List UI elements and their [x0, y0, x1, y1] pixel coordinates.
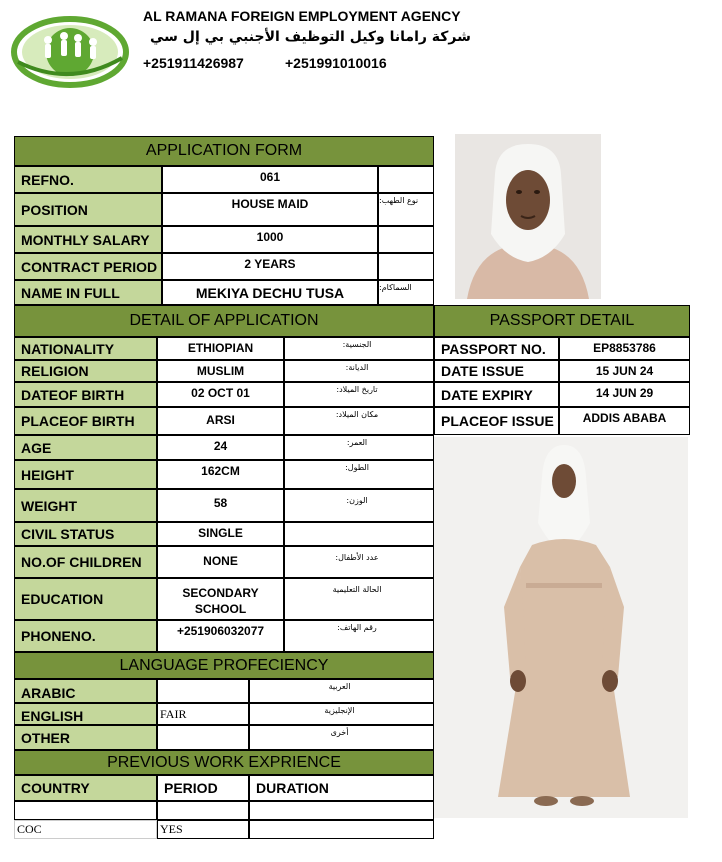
position-ar: نوع الطهب:	[378, 193, 434, 226]
full-name-label: NAME IN FULL	[14, 280, 162, 305]
date-expiry-value: 14 JUN 29	[559, 382, 690, 407]
applicant-full-body-photo	[434, 437, 688, 818]
country-column-header: COUNTRY	[14, 775, 157, 801]
religion-ar: الديانة:	[284, 360, 434, 382]
arabic-ar: العربية	[249, 679, 434, 703]
full-name-ar: السماكام:	[378, 280, 434, 305]
passport-no-value: EP8853786	[559, 337, 690, 360]
other-ar: أخرى	[249, 725, 434, 750]
contract-period-label: CONTRACT PERIOD	[14, 253, 162, 280]
other-value	[157, 725, 249, 750]
work-empty-row-duration	[249, 801, 434, 820]
monthly-salary-label: MONTHLY SALARY	[14, 226, 162, 253]
agency-name: AL RAMANA FOREIGN EMPLOYMENT AGENCY	[143, 8, 461, 24]
pob-value: ARSI	[157, 407, 284, 435]
age-ar: العمر:	[284, 435, 434, 460]
weight-label: WEIGHT	[14, 489, 157, 522]
agency-logo	[8, 10, 131, 90]
contract-period-ar	[378, 253, 434, 280]
english-value: FAIR	[157, 703, 249, 725]
refno-label: REFNO.	[14, 166, 162, 193]
arabic-label: ARABIC	[14, 679, 157, 703]
work-empty-row-country	[14, 801, 157, 820]
age-label: AGE	[14, 435, 157, 460]
refno-ar	[378, 166, 434, 193]
dob-value: 02 OCT 01	[157, 382, 284, 407]
application-form-title: APPLICATION FORM	[14, 136, 434, 166]
arabic-value	[157, 679, 249, 703]
nationality-ar: الجنسية:	[284, 337, 434, 360]
duration-column-header: DURATION	[249, 775, 434, 801]
monthly-salary-value: 1000	[162, 226, 378, 253]
weight-ar: الوزن:	[284, 489, 434, 522]
full-name-value: MEKIYA DECHU TUSA	[162, 280, 378, 305]
nationality-label: NATIONALITY	[14, 337, 157, 360]
refno-value: 061	[162, 166, 378, 193]
coc-value: YES	[157, 820, 249, 839]
weight-value: 58	[157, 489, 284, 522]
agency-name-arabic: شركة رامانا وكيل التوظيف الأجنبي بي إل سي	[150, 29, 471, 45]
applicant-portrait-photo	[455, 134, 601, 299]
children-ar: عدد الأطفال:	[284, 546, 434, 578]
work-empty-row-period	[157, 801, 249, 820]
dob-label: DATEOF BIRTH	[14, 382, 157, 407]
passport-no-label: PASSPORT NO.	[434, 337, 559, 360]
height-ar: الطول:	[284, 460, 434, 489]
children-value: NONE	[157, 546, 284, 578]
date-issue-label: DATE ISSUE	[434, 360, 559, 382]
period-column-header: PERIOD	[157, 775, 249, 801]
education-value: SECONDARY SCHOOL	[157, 578, 284, 620]
position-value: HOUSE MAID	[162, 193, 378, 226]
place-issue-value: ADDIS ABABA	[559, 407, 690, 435]
civil-status-ar	[284, 522, 434, 546]
religion-label: RELIGION	[14, 360, 157, 382]
contract-period-value: 2 YEARS	[162, 253, 378, 280]
phone-ar: رقم الهاتف:	[284, 620, 434, 652]
english-label: ENGLISH	[14, 703, 157, 725]
education-label: EDUCATION	[14, 578, 157, 620]
phone-number-2: +251991010016	[285, 55, 387, 71]
phone-value: +251906032077	[157, 620, 284, 652]
nationality-value: ETHIOPIAN	[157, 337, 284, 360]
civil-status-value: SINGLE	[157, 522, 284, 546]
dob-ar: تاريخ الميلاد:	[284, 382, 434, 407]
place-issue-label: PLACEOF ISSUE	[434, 407, 559, 435]
date-expiry-label: DATE EXPIRY	[434, 382, 559, 407]
phone-label: PHONENO.	[14, 620, 157, 652]
height-value: 162CM	[157, 460, 284, 489]
position-label: POSITION	[14, 193, 162, 226]
age-value: 24	[157, 435, 284, 460]
coc-label: COC	[14, 820, 157, 839]
language-title: LANGUAGE PROFECIENCY	[14, 652, 434, 679]
phone-number-1: +251911426987	[143, 55, 244, 71]
coc-extra-cell	[249, 820, 434, 839]
children-label: NO.OF CHILDREN	[14, 546, 157, 578]
education-ar: الحالة التعليمية	[284, 578, 434, 620]
date-issue-value: 15 JUN 24	[559, 360, 690, 382]
height-label: HEIGHT	[14, 460, 157, 489]
detail-title: DETAIL OF APPLICATION	[14, 305, 434, 337]
english-ar: الإنجليزية	[249, 703, 434, 725]
civil-status-label: CIVIL STATUS	[14, 522, 157, 546]
pob-label: PLACEOF BIRTH	[14, 407, 157, 435]
religion-value: MUSLIM	[157, 360, 284, 382]
work-title: PREVIOUS WORK EXPRIENCE	[14, 750, 434, 775]
other-label: OTHER	[14, 725, 157, 750]
pob-ar: مكان الميلاد:	[284, 407, 434, 435]
passport-title: PASSPORT DETAIL	[434, 305, 690, 337]
monthly-salary-ar	[378, 226, 434, 253]
